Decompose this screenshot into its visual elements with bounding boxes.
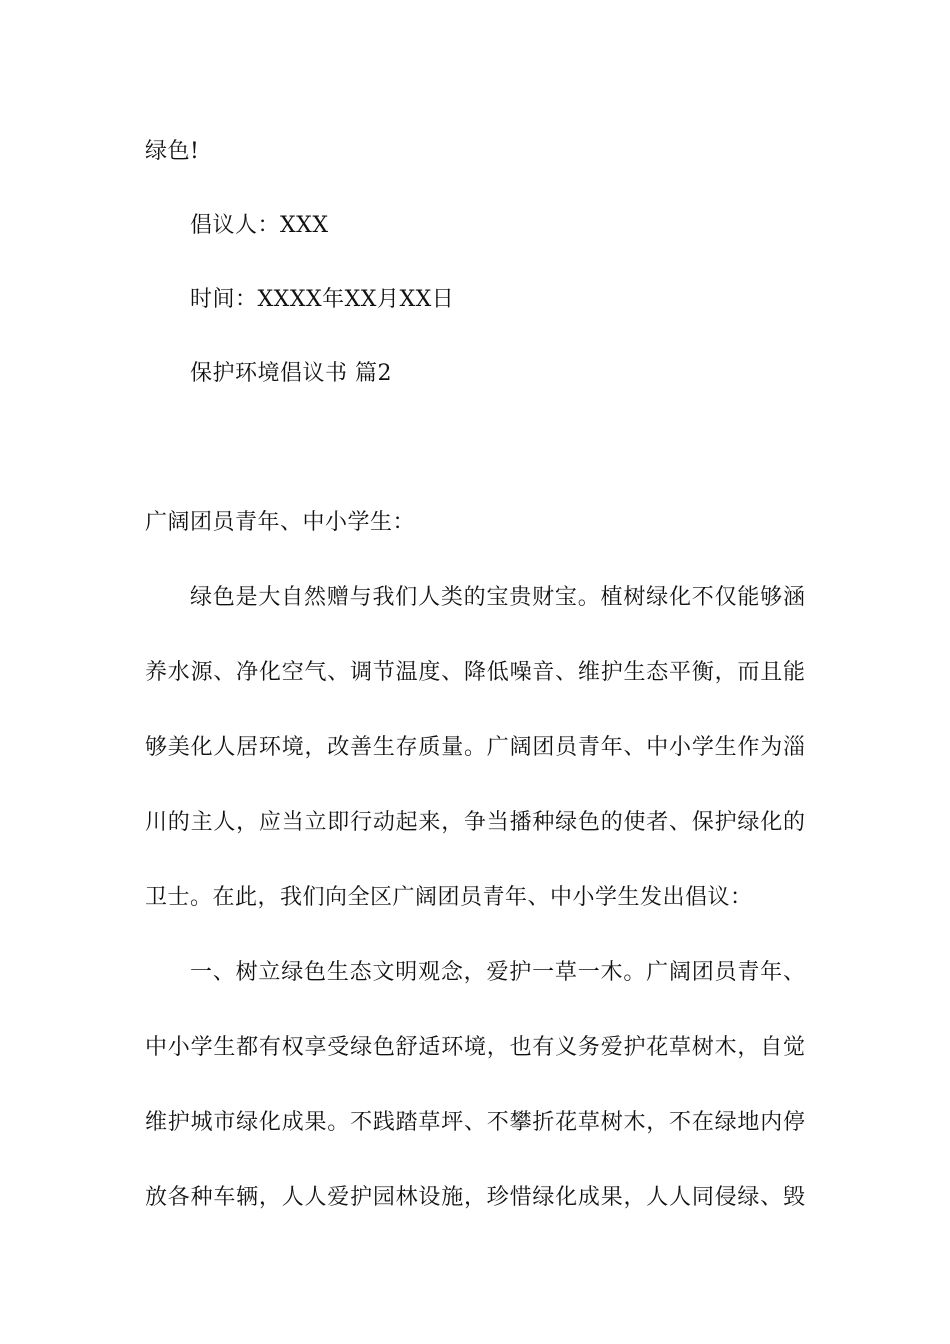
date-line: 时间：XXXX年XX月XX日 xyxy=(190,287,455,312)
paragraph-line: 川的主人，应当立即行动起来，争当播种绿色的使者、保护绿化的 xyxy=(145,810,805,835)
paragraph-line: 卫士。在此，我们向全区广阔团员青年、中小学生发出倡议： xyxy=(145,885,753,910)
paragraph-line: 放各种车辆，人人爱护园林设施，珍惜绿化成果，人人同侵绿、毁 xyxy=(145,1185,805,1210)
section-title: 保护环境倡议书 篇2 xyxy=(190,361,392,386)
paragraph-line: 绿色是大自然赠与我们人类的宝贵财宝。植树绿化不仅能够涵 xyxy=(190,585,805,610)
closing-line: 绿色! xyxy=(145,139,200,164)
paragraph-line: 一、树立绿色生态文明观念，爱护一草一木。广阔团员青年、 xyxy=(190,960,805,985)
paragraph-line: 养水源、净化空气、调节温度、降低噪音、维护生态平衡，而且能 xyxy=(145,660,805,685)
paragraph-line: 维护城市绿化成果。不践踏草坪、不攀折花草树木，不在绿地内停 xyxy=(145,1110,805,1135)
paragraph-line: 中小学生都有权享受绿色舒适环境，也有义务爱护花草树木，自觉 xyxy=(145,1035,805,1060)
paragraph-line: 够美化人居环境，改善生存质量。广阔团员青年、中小学生作为淄 xyxy=(145,735,805,760)
salutation-line: 广阔团员青年、中小学生： xyxy=(145,510,416,535)
proposer-line: 倡议人：XXX xyxy=(190,213,329,238)
